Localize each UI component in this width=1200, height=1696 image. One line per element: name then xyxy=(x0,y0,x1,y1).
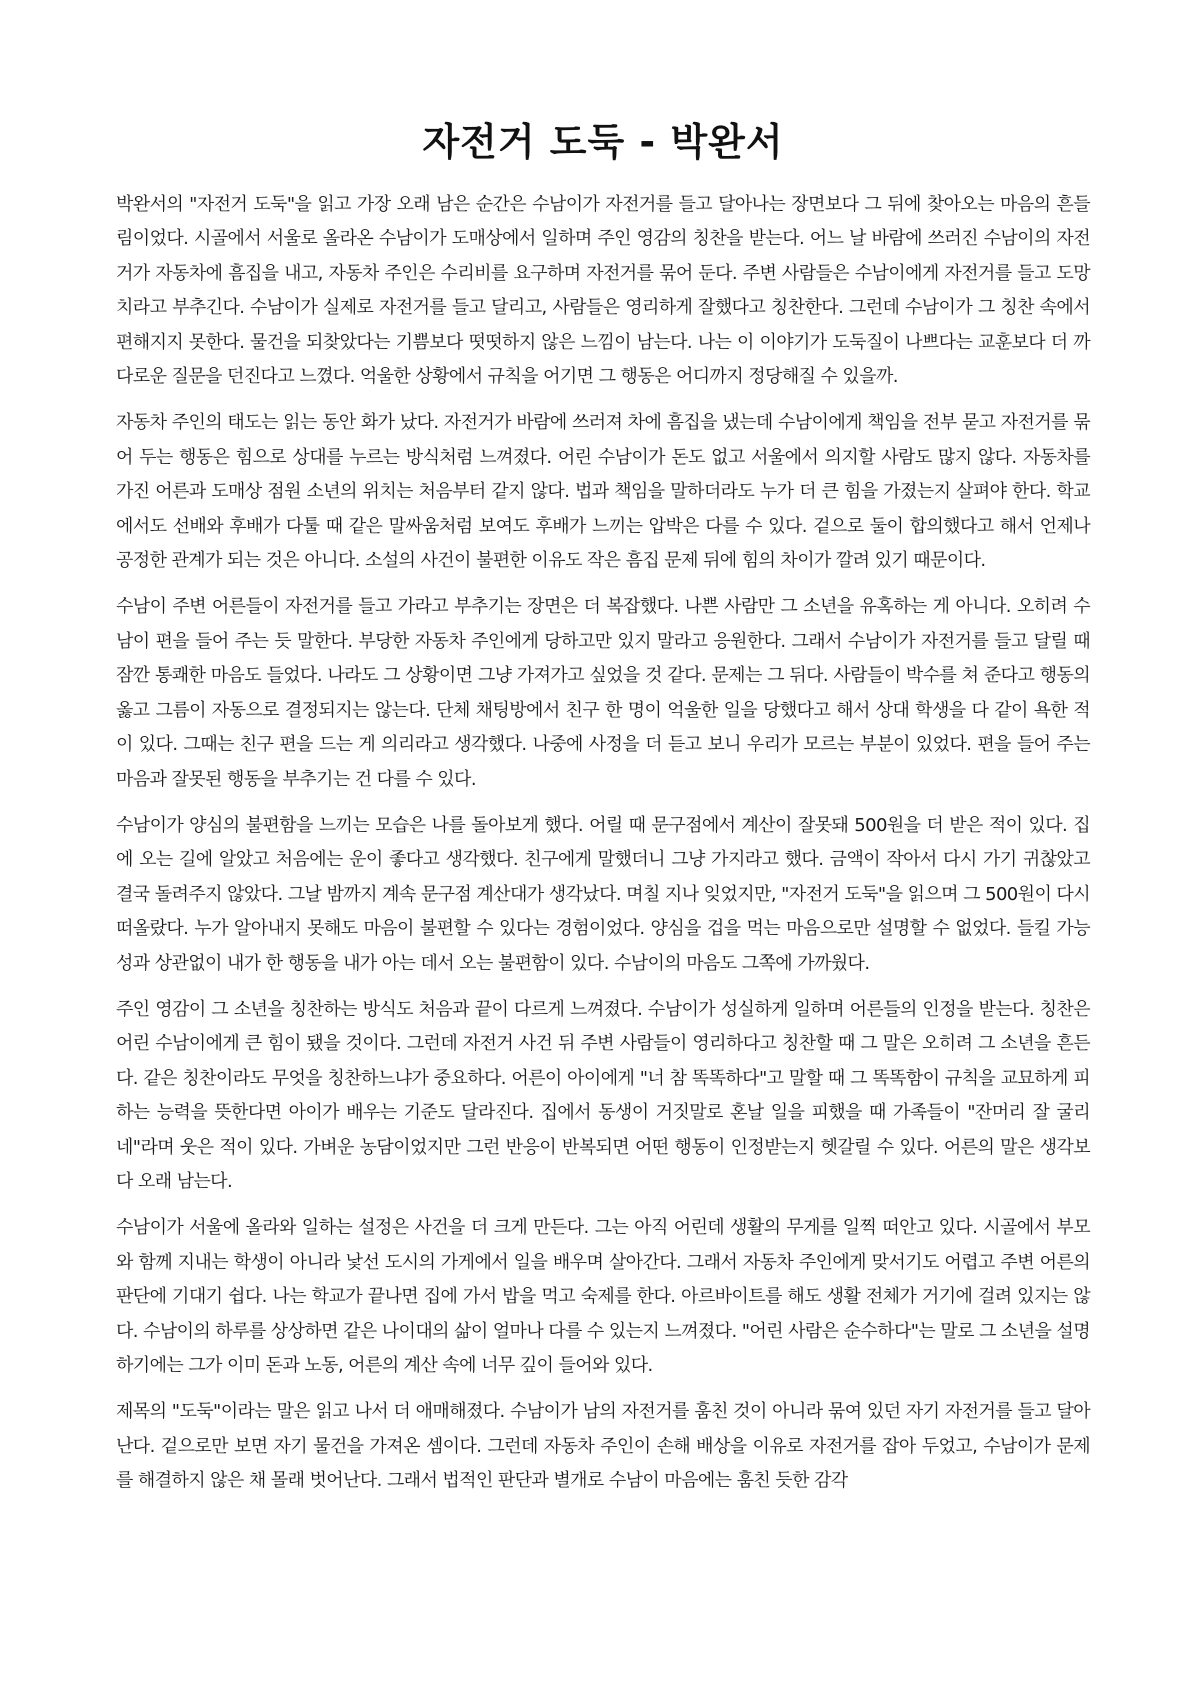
essay-paragraph: 자동차 주인의 태도는 읽는 동안 화가 났다. 자전거가 바람에 쓰러져 차에 흠집을 냈는데 수남이에게 책임을 전부 묻고 자전거를 묶어 두는 행동은 힘으로 상대를 누르는 방식처럼 느껴졌다. 어린 수남이가 돈도 없고 서울에서 의지할 사람도 많지 않다. 자동차를 가진 어른과 도매상 점원 소년의 위치는 처음부터 같지 않다. 법과 책임을 말하더라도 누가 더 큰 힘을 가졌는지 살펴야 한다. 학교에서도 선배와 후배가 다툴 때 같은 말싸움처럼 보여도 후배가 느끼는 압박은 다를 수 있다. 겉으로 둘이 합의했다고 해서 언제나 공정한 관계가 되는 것은 아니다. 소설의 사건이 불편한 이유도 작은 흠집 문제 뒤에 힘의 차이가 깔려 있기 때문이다. xyxy=(116,412,1090,572)
essay-paragraph: 박완서의 "자전거 도둑"을 읽고 가장 오래 남은 순간은 수남이가 자전거를 들고 달아나는 장면보다 그 뒤에 찾아오는 마음의 흔들림이었다. 시골에서 서울로 올라온 수남이가 도매상에서 일하며 주인 영감의 칭찬을 받는다. 어느 날 바람에 쓰러진 수남이의 자전거가 자동차에 흠집을 내고, 자동차 주인은 수리비를 요구하며 자전거를 묶어 둔다. 주변 사람들은 수남이에게 자전거를 들고 도망치라고 부추긴다. 수남이가 실제로 자전거를 들고 달리고, 사람들은 영리하게 잘했다고 칭찬한다. 그런데 수남이가 그 칭찬 속에서 편해지지 못한다. 물건을 되찾았다는 기쁨보다 떳떳하지 않은 느낌이 남는다. 나는 이 이야기가 도둑질이 나쁘다는 교훈보다 더 까다로운 질문을 던진다고 느꼈다. 억울한 상황에서 규칙을 어기면 그 행동은 어디까지 정당해질 수 있을까. xyxy=(116,194,1090,388)
essay-paragraph: 제목의 "도둑"이라는 말은 읽고 나서 더 애매해졌다. 수남이가 남의 자전거를 훔친 것이 아니라 묶여 있던 자기 자전거를 들고 달아난다. 겉으로만 보면 자기 물건을 가져온 셈이다. 그런데 자동차 주인이 손해 배상을 이유로 자전거를 잡아 두었고, 수남이가 문제를 해결하지 않은 채 몰래 벗어난다. 그래서 법적인 판단과 별개로 수남이 마음에는 훔친 듯한 감각 xyxy=(116,1401,1090,1492)
essay-body xyxy=(116,188,1090,1499)
document-title: 자전거 도둑 - 박완서 xyxy=(422,120,784,164)
essay-paragraph: 주인 영감이 그 소년을 칭찬하는 방식도 처음과 끝이 다르게 느껴졌다. 수남이가 성실하게 일하며 어른들의 인정을 받는다. 칭찬은 어린 수남이에게 큰 힘이 됐을 것이다. 그런데 자전거 사건 뒤 주변 사람들이 영리하다고 칭찬할 때 그 말은 오히려 그 소년을 흔든다. 같은 칭찬이라도 무엇을 칭찬하느냐가 중요하다. 어른이 아이에게 "너 참 똑똑하다"고 말할 때 그 똑똑함이 규칙을 교묘하게 피하는 능력을 뜻한다면 아이가 배우는 기준도 달라진다. 집에서 동생이 거짓말로 혼날 일을 피했을 때 가족들이 "잔머리 잘 굴리네"라며 웃은 적이 있다. 가벼운 농담이었지만 그런 반응이 반복되면 어떤 행동이 인정받는지 헷갈릴 수 있다. 어른의 말은 생각보다 오래 남는다. xyxy=(116,998,1090,1192)
essay-paragraph: 수남이가 양심의 불편함을 느끼는 모습은 나를 돌아보게 했다. 어릴 때 문구점에서 계산이 잘못돼 500원을 더 받은 적이 있다. 집에 오는 길에 알았고 처음에는 운이 좋다고 생각했다. 친구에게 말했더니 그냥 가지라고 했다. 금액이 작아서 다시 가기 귀찮았고 결국 돌려주지 않았다. 그날 밤까지 계속 문구점 계산대가 생각났다. 며칠 지나 잊었지만, "자전거 도둑"을 읽으며 그 500원이 다시 떠올랐다. 누가 알아내지 못해도 마음이 불편할 수 있다는 경험이었다. 양심을 겁을 먹는 마음으로만 설명할 수 없었다. 들킬 가능성과 상관없이 내가 한 행동을 내가 아는 데서 오는 불편함이 있다. 수남이의 마음도 그쪽에 가까웠다. xyxy=(116,814,1090,974)
essay-paragraph: 수남이 주변 어른들이 자전거를 들고 가라고 부추기는 장면은 더 복잡했다. 나쁜 사람만 그 소년을 유혹하는 게 아니다. 오히려 수남이 편을 들어 주는 듯 말한다. 부당한 자동차 주인에게 당하고만 있지 말라고 응원한다. 그래서 수남이가 자전거를 들고 달릴 때 잠깐 통쾌한 마음도 들었다. 나라도 그 상황이면 그냥 가져가고 싶었을 것 같다. 문제는 그 뒤다. 사람들이 박수를 쳐 준다고 행동의 옳고 그름이 자동으로 결정되지는 않는다. 단체 채팅방에서 친구 한 명이 억울한 일을 당했다고 해서 상대 학생을 다 같이 욕한 적이 있다. 그때는 친구 편을 드는 게 의리라고 생각했다. 나중에 사정을 더 듣고 보니 우리가 모르는 부분이 있었다. 편을 들어 주는 마음과 잘못된 행동을 부추기는 건 다를 수 있다. xyxy=(116,596,1090,790)
essay-paragraph: 수남이가 서울에 올라와 일하는 설정은 사건을 더 크게 만든다. 그는 아직 어린데 생활의 무게를 일찍 떠안고 있다. 시골에서 부모와 함께 지내는 학생이 아니라 낯선 도시의 가게에서 일을 배우며 살아간다. 그래서 자동차 주인에게 맞서기도 어렵고 주변 어른의 판단에 기대기 쉽다. 나는 학교가 끝나면 집에 가서 밥을 먹고 숙제를 한다. 아르바이트를 해도 생활 전체가 거기에 걸려 있지는 않다. 수남이의 하루를 상상하면 같은 나이대의 삶이 얼마나 다를 수 있는지 느껴졌다. "어린 사람은 순수하다"는 말로 그 소년을 설명하기에는 그가 이미 돈과 노동, 어른의 계산 속에 너무 깊이 들어와 있다. xyxy=(116,1217,1090,1376)
